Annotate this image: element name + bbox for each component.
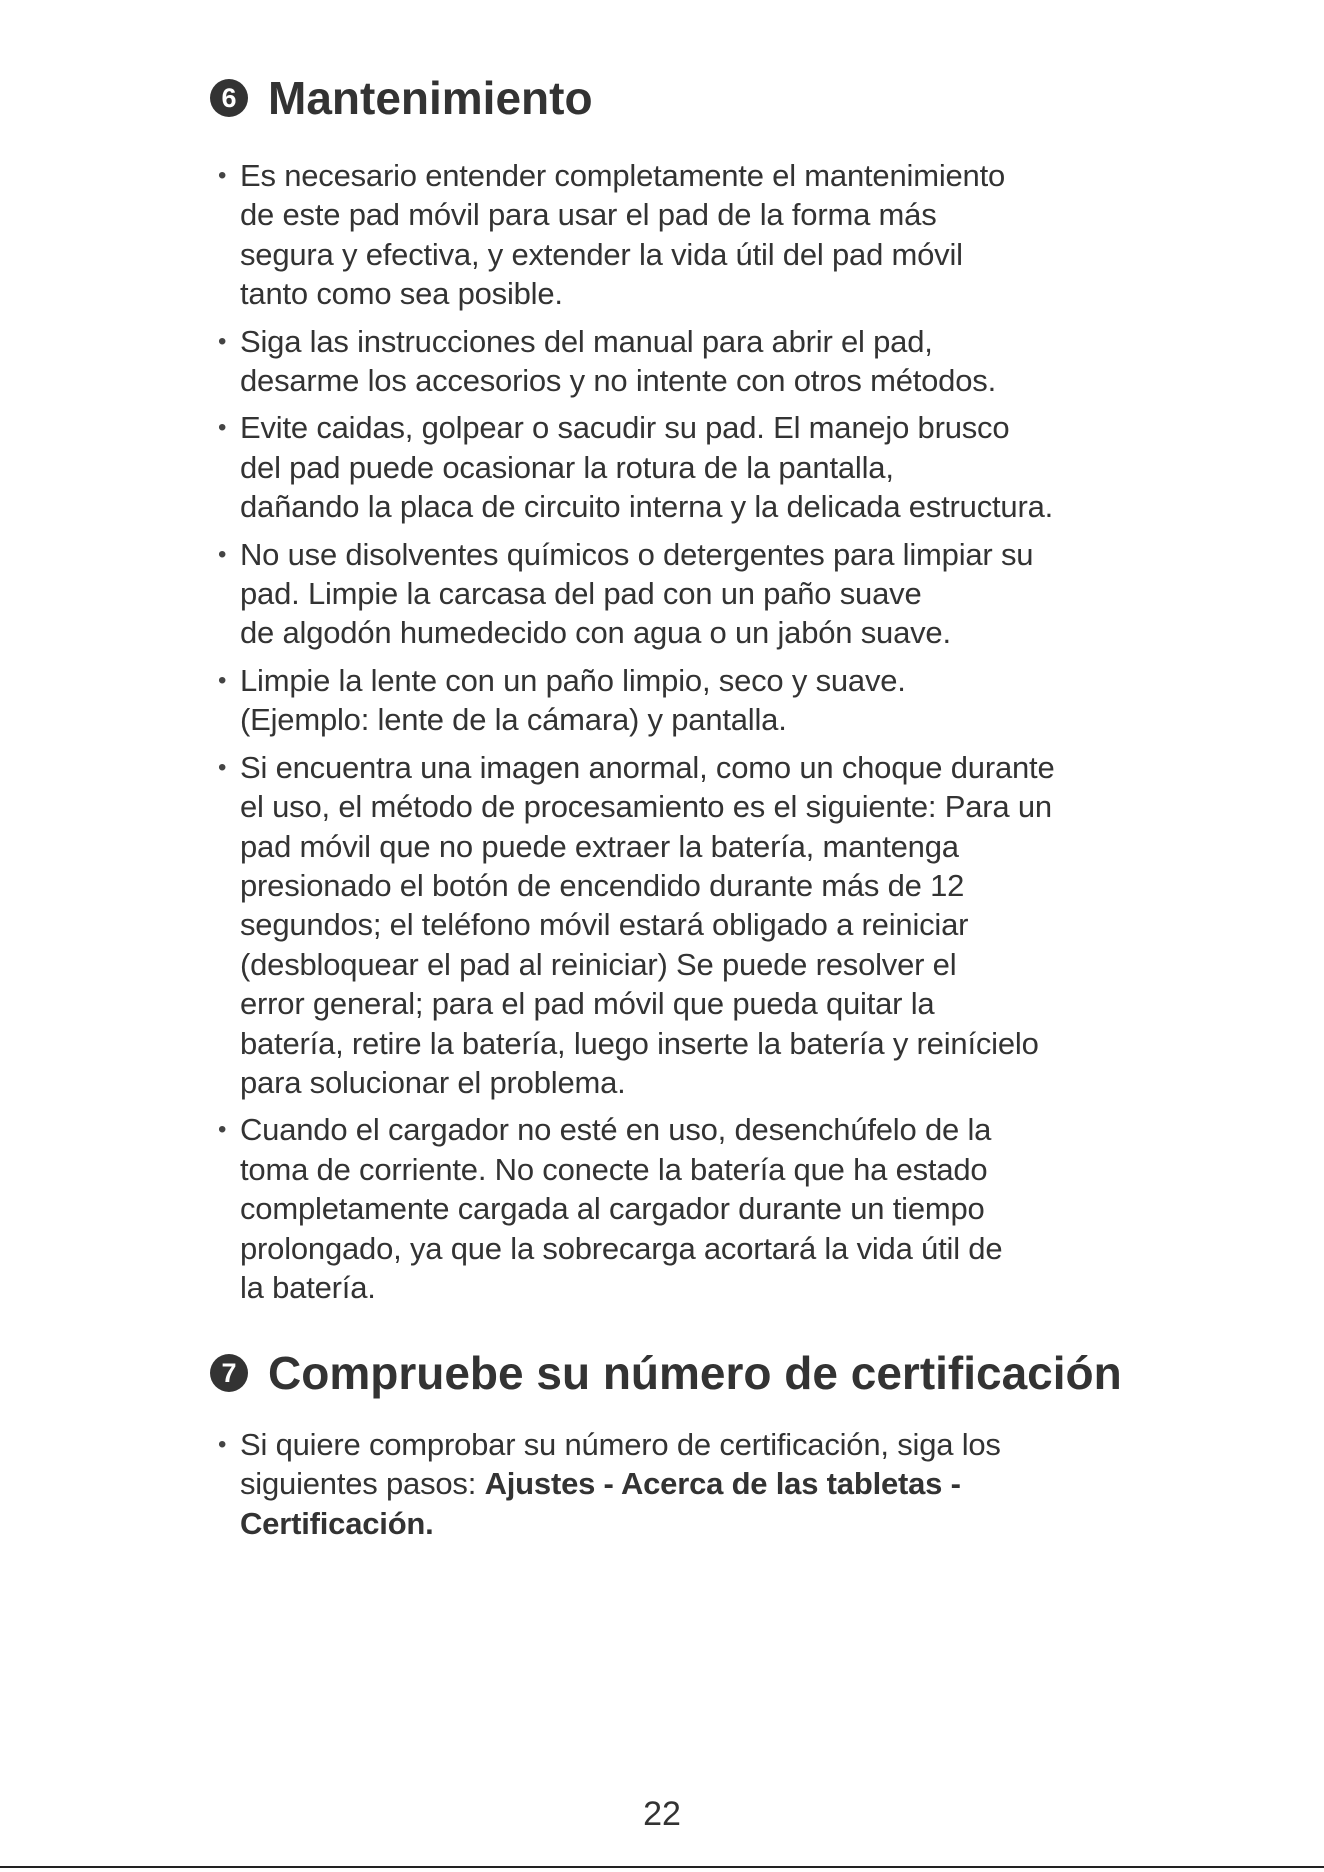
item-line: dañando la placa de circuito interna y la delicada estructura.: [240, 489, 1054, 525]
certification-list: [210, 1425, 1130, 1543]
item-line: segundos; el teléfono móvil estará obligado a reiniciar: [240, 907, 969, 943]
maintenance-title: Mantenimiento: [268, 72, 593, 124]
certification-heading: [210, 1345, 1130, 1401]
footer-rule: [0, 1866, 1324, 1868]
settings-path-end: Certificación.: [240, 1505, 434, 1541]
list-item: [210, 661, 1130, 740]
item-line: segura y efectiva, y extender la vida útil del pad móvil: [240, 236, 963, 272]
item-line: Evite caidas, golpear o sacudir su pad. El manejo brusco: [240, 410, 1010, 446]
item-line: Siga las instrucciones del manual para abrir el pad,: [240, 323, 933, 359]
item-line: de algodón humedecido con agua o un jabón suave.: [240, 615, 951, 651]
maintenance-heading: [210, 70, 1130, 126]
bullet-icon: •: [218, 1116, 227, 1144]
item-line: presionado el botón de encendido durante más de 12: [240, 867, 965, 903]
list-item: [210, 1425, 1130, 1543]
item-line: del pad puede ocasionar la rotura de la pantalla,: [240, 449, 894, 485]
bullet-icon: •: [218, 666, 227, 694]
item-line: tanto como sea posible.: [240, 276, 563, 312]
item-line: (Ejemplo: lente de la cámara) y pantalla.: [240, 702, 787, 738]
list-item: [210, 408, 1130, 526]
list-item: [210, 1110, 1130, 1307]
list-item: [210, 322, 1130, 401]
item-line: desarme los accesorios y no intente con otros métodos.: [240, 363, 996, 399]
bullet-icon: •: [218, 753, 227, 781]
bullet-icon: •: [218, 414, 227, 442]
item-line: batería, retire la batería, luego inserte la batería y reinícielo: [240, 1025, 1039, 1061]
item-line: Limpie la lente con un paño limpio, seco y suave.: [240, 662, 906, 698]
certification-title: Compruebe su número de certificación: [268, 1347, 1122, 1399]
item-line: para solucionar el problema.: [240, 1064, 626, 1100]
page-number: 22: [643, 1795, 681, 1833]
item-line: [240, 1464, 1130, 1503]
item-text: siguientes pasos:: [240, 1466, 485, 1502]
list-item: [210, 535, 1130, 653]
item-line: (desbloquear el pad al reiniciar) Se puede resolver el: [240, 946, 957, 982]
section-number-badge: 7: [210, 1354, 248, 1392]
item-line: Si encuentra una imagen anormal, como un choque durante: [240, 749, 1055, 785]
bullet-icon: •: [218, 1431, 227, 1458]
item-line: pad móvil que no puede extraer la batería, mantenga: [240, 828, 959, 864]
list-item: [210, 156, 1130, 314]
item-line: Es necesario entender completamente el mantenimiento: [240, 158, 1006, 193]
list-item: [210, 748, 1130, 1103]
item-line: pad. Limpie la carcasa del pad con un paño suave: [240, 576, 922, 612]
item-line: completamente cargada al cargador durante un tiempo: [240, 1191, 985, 1227]
item-line: prolongado, ya que la sobrecarga acortará la vida útil de: [240, 1230, 1003, 1266]
maintenance-list: [210, 156, 1130, 1307]
item-line: de este pad móvil para usar el pad de la forma más: [240, 197, 937, 233]
item-line: No use disolventes químicos o detergentes para limpiar su: [240, 536, 1034, 572]
item-line: Si quiere comprobar su número de certificación, siga los: [240, 1427, 1001, 1462]
settings-path: Ajustes - Acerca de las tabletas -: [484, 1466, 961, 1502]
bullet-icon: •: [218, 162, 227, 189]
bullet-icon: •: [218, 540, 227, 568]
bullet-icon: •: [218, 327, 227, 355]
item-line: toma de corriente. No conecte la batería que ha estado: [240, 1151, 988, 1187]
section-number-badge: 6: [210, 79, 248, 117]
item-line: la batería.: [240, 1269, 376, 1305]
item-line: el uso, el método de procesamiento es el siguiente: Para un: [240, 789, 1052, 825]
maintenance-section: [210, 70, 1130, 1315]
item-line: error general; para el pad móvil que pueda quitar la: [240, 986, 935, 1022]
item-line: Cuando el cargador no esté en uso, desenchúfelo de la: [240, 1112, 992, 1148]
certification-section: [210, 1345, 1130, 1551]
